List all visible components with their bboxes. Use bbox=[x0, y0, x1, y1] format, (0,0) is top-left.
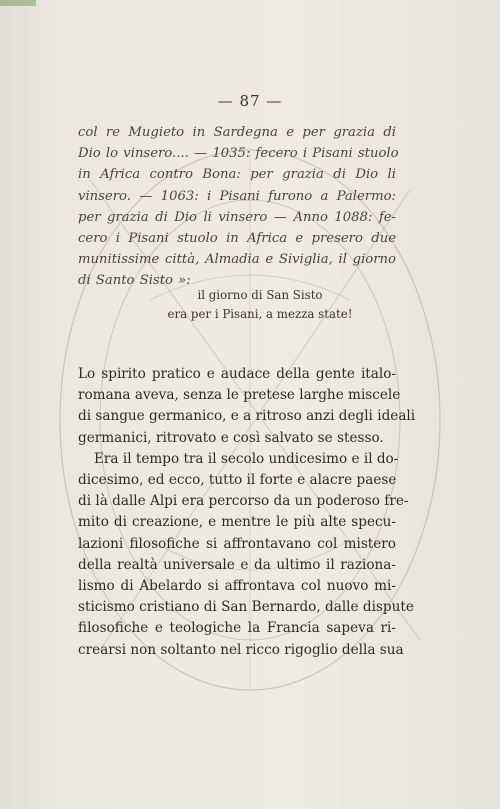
italic-line: per grazia di Dio li vinsero — Anno 1088: fe- bbox=[78, 209, 396, 225]
body-line: della realtà universale e da ultimo il raziona- bbox=[78, 556, 396, 573]
body-line: sticismo cristiano di San Bernardo, dalle dispute bbox=[78, 599, 414, 616]
body-line: mito di creazione, e mentre le più alte specu- bbox=[78, 514, 396, 531]
body-line: romana aveva, senza le pretese larghe miscele bbox=[78, 387, 401, 404]
body-line: crearsi non soltanto nel ricco rigoglio della sua bbox=[78, 641, 404, 658]
italic-line: Dio lo vinsero.... — 1035: fecero i Pisani stuolo bbox=[78, 146, 399, 162]
italic-line: cero i Pisani stuolo in Africa e presero due bbox=[78, 231, 396, 247]
body-line: Lo spirito pratico e audace della gente italo- bbox=[78, 366, 396, 382]
body-line: Era il tempo tra il secolo undicesimo e il do- bbox=[94, 450, 399, 467]
body-line: dicesimo, ed ecco, tutto il forte e alacre paese bbox=[78, 472, 397, 489]
italic-line: in Africa contro Bona: per grazia di Dio li bbox=[78, 167, 396, 183]
page-edge-mark bbox=[0, 0, 36, 6]
quote-line: il giorno di San Sisto bbox=[197, 288, 323, 302]
body-line: lazioni filosofiche si affrontavano col mistero bbox=[78, 535, 396, 552]
quote-line: era per i Pisani, a mezza state! bbox=[167, 307, 353, 321]
italic-line: col re Mugieto in Sardegna e per grazia di bbox=[78, 125, 396, 140]
body-line: di là dalle Alpi era percorso da un poderoso fre- bbox=[78, 493, 409, 510]
italic-line: munitissime città, Almadia e Siviglia, il giorno bbox=[78, 252, 396, 268]
body-line: di sangue germanico, e a ritroso anzi degli ideali bbox=[78, 408, 416, 425]
italic-line: vinsero. — 1063: i Pisani furono a Palermo: bbox=[78, 188, 396, 204]
body-text bbox=[78, 364, 416, 661]
body-line: lismo di Abelardo si affrontava col nuovo mi- bbox=[78, 578, 396, 595]
body-line: germanici, ritrovato e così salvato se stesso. bbox=[78, 429, 384, 446]
italic-chronicle-passage bbox=[78, 122, 399, 292]
verse-quote bbox=[110, 286, 410, 324]
page-number: — 87 — bbox=[217, 92, 283, 110]
body-line: filosofiche e teologiche la Francia sapeva ri- bbox=[78, 620, 396, 637]
italic-line: di Santo Sisto »: bbox=[78, 273, 191, 289]
